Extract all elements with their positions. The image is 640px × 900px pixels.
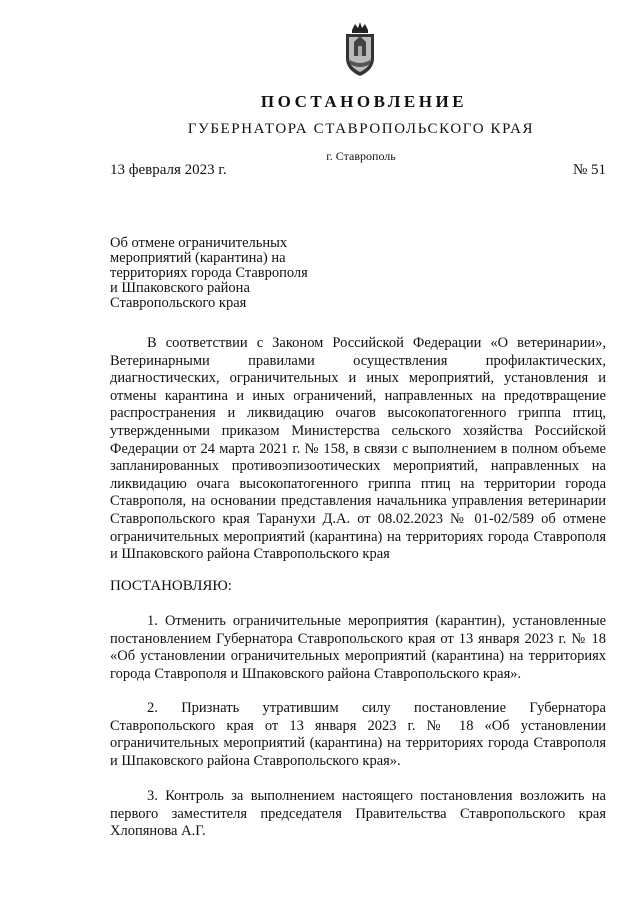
document-type: ПОСТАНОВЛЕНИЕ <box>260 92 468 111</box>
document-number: № 51 <box>572 162 606 178</box>
decree-item: 2. Признать утратившим силу постановление Губернатора Ставропольского края от 13 января 2023 г. № 18 «Об установлении ограничительных мероприятий (карантина) на территориях города Ставрополя и Шпаковского района Ставропольского края». <box>110 700 606 769</box>
subject-line: и Шпаковского района <box>110 280 250 296</box>
decree-item: 1. Отменить ограничительные мероприятия (карантин), установленные постановлением Губернатора Ставропольского края от 13 января 2023 г. № 18 «Об установлении ограничительных мероприятий (карантина) на территориях города Ставрополя и Шпаковского района Ставропольского края». <box>110 613 606 682</box>
document-date: 13 февраля 2023 г. <box>110 162 227 178</box>
subject-line: территориях города Ставрополя <box>110 265 308 281</box>
decree-item: 3. Контроль за выполнением настоящего постановления возложить на первого заместителя председателя Правительства Ставропольского края Хлопянова А.Г. <box>110 788 606 840</box>
subject-line: Об отмене ограничительных <box>110 235 288 251</box>
decree-word: ПОСТАНОВЛЯЮ: <box>110 578 232 594</box>
city: г. Ставрополь <box>326 149 396 163</box>
subject-line: Ставропольского края <box>110 295 247 311</box>
issuer: ГУБЕРНАТОРА СТАВРОПОЛЬСКОГО КРАЯ <box>187 121 535 137</box>
coat-of-arms-icon <box>340 20 380 80</box>
subject <box>110 236 308 311</box>
preamble-paragraph: В соответствии с Законом Российской Федерации «О ветеринарии», Ветеринарными правилами осуществления профилактических, диагностических, ограничительных и иных мероприятий, установления и отмены карантина и иных ограничений, направленных на предотвращение распространения и ликвидацию очагов высокопатогенного гриппа птиц, утвержденными приказом Министерства сельского хозяйства Российской Федерации от 24 марта 2021 г. № 158, в связи с выполнением в полном объеме запланированных противоэпизоотических мероприятий, направленных на ликвидацию очага высокопатогенного гриппа птиц на территории города Ставрополя, на основании представления начальника управления ветеринарии Ставропольского края Таранухи Д.А. от 08.02.2023 № 01-02/589 об отмене ограничительных мероприятий (карантина) на территориях города Ставрополя и Шпаковского района Ставропольского края <box>110 335 606 563</box>
subject-line: мероприятий (карантина) на <box>110 250 286 266</box>
